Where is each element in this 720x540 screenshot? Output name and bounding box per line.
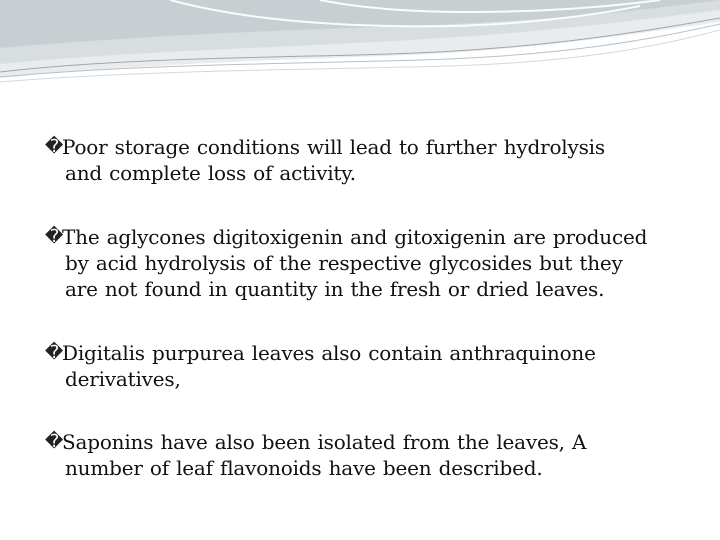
bullet-glyph-icon: �: [44, 342, 64, 363]
bullet-text: [62, 340, 676, 392]
header-wave-decoration: [0, 0, 720, 90]
bullet-line: derivatives,: [65, 367, 181, 391]
bullet-line: by acid hydrolysis of the respective glycosides but they: [65, 251, 623, 275]
bullet-line: are not found in quantity in the fresh or dried leaves.: [65, 277, 605, 301]
bullet-line: and complete loss of activity.: [65, 161, 356, 185]
bullet-text: [62, 429, 676, 481]
bullet-text: [62, 134, 676, 186]
bullet-glyph-icon: �: [44, 136, 64, 157]
bullet-line: number of leaf flavonoids have been described.: [65, 456, 543, 480]
bullet-line: The aglycones digitoxigenin and gitoxigenin are produced: [62, 225, 648, 249]
bullet-line: Poor storage conditions will lead to further hydrolysis: [62, 135, 605, 159]
bullet-text: [62, 224, 676, 302]
bullet-line: Saponins have also been isolated from the leaves, A: [62, 430, 587, 454]
bullet-glyph-icon: �: [44, 431, 64, 452]
bullet-glyph-icon: �: [44, 226, 64, 247]
bullet-line: Digitalis purpurea leaves also contain anthraquinone: [62, 341, 596, 365]
